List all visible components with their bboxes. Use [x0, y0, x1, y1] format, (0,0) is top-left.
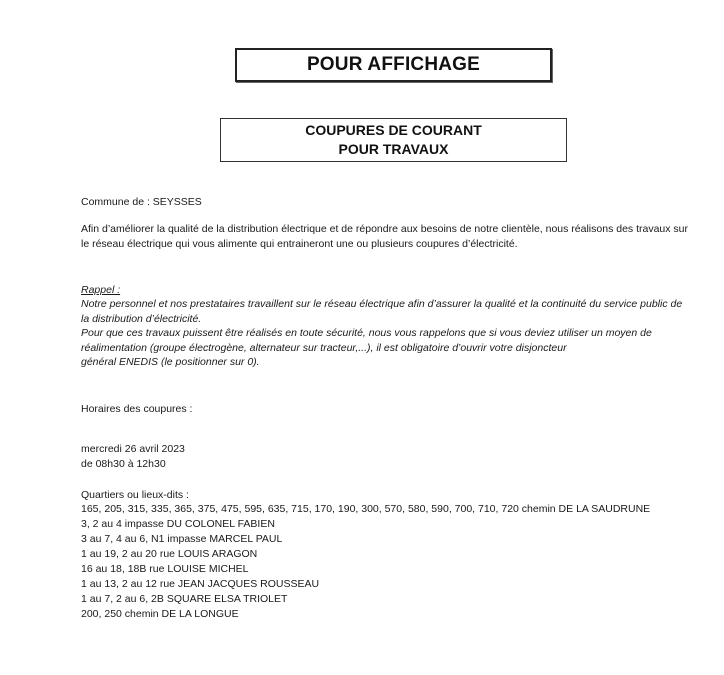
quartier-item: 1 au 13, 2 au 12 rue JEAN JACQUES ROUSSEAU	[81, 578, 320, 590]
quartier-item: 165, 205, 315, 335, 365, 375, 475, 595, 635, 715, 170, 190, 300, 570, 580, 590, 700, 710, 720 chemin DE LA SAUDRUNE	[81, 503, 651, 515]
rappel-paragraph-1: Notre personnel et nos prestataires travaillent sur le réseau électrique afin d’assurer la qualité et la continuité du service public de la distribution d’électricité.	[81, 298, 683, 325]
quartiers-label: Quartiers ou lieux-dits :	[81, 489, 189, 501]
quartier-item: 3, 2 au 4 impasse DU COLONEL FABIEN	[81, 518, 275, 530]
quartier-item: 3 au 7, 4 au 6, N1 impasse MARCEL PAUL	[81, 533, 283, 545]
rappel-paragraph-2: Pour que ces travaux puissent être réalisés en toute sécurité, nous vous rappelons que si vous deviez utiliser un moyen de réalimentation (groupe électrogène, alternateur sur tracteur,...), il est obligatoire d’ouvrir votre disjoncteur	[81, 327, 652, 354]
intro-paragraph: Afin d’améliorer la qualité de la distribution électrique et de répondre aux besoins de notre clientèle, nous réalisons des travaux sur le réseau électrique qui vous alimente qui entraineront une ou plusieurs coupures d’électricité.	[81, 223, 689, 250]
pour-affichage-title: POUR AFFICHAGE	[306, 54, 481, 75]
quartiers-list	[81, 502, 691, 622]
quartier-item: 200, 250 chemin DE LA LONGUE	[81, 608, 239, 620]
rappel-title: Rappel :	[81, 284, 121, 296]
pour-affichage-box	[235, 48, 552, 82]
commune-line: Commune de : SEYSSES	[81, 196, 202, 208]
rappel-paragraph-3: général ENEDIS (le positionner sur 0).	[81, 356, 260, 368]
quartier-item: 16 au 18, 18B rue LOUISE MICHEL	[81, 563, 249, 575]
horaires-label: Horaires des coupures :	[81, 403, 193, 415]
coupures-title-line1: COUPURES DE COURANT	[305, 122, 482, 138]
quartier-item: 1 au 7, 2 au 6, 2B SQUARE ELSA TRIOLET	[81, 593, 288, 605]
rappel-body	[81, 297, 691, 370]
coupure-date: mercredi 26 avril 2023	[81, 443, 185, 455]
quartier-item: 1 au 19, 2 au 20 rue LOUIS ARAGON	[81, 548, 258, 560]
coupures-title-box	[220, 118, 567, 162]
coupures-title-line2: POUR TRAVAUX	[338, 141, 449, 157]
coupure-time: de 08h30 à 12h30	[81, 458, 166, 470]
